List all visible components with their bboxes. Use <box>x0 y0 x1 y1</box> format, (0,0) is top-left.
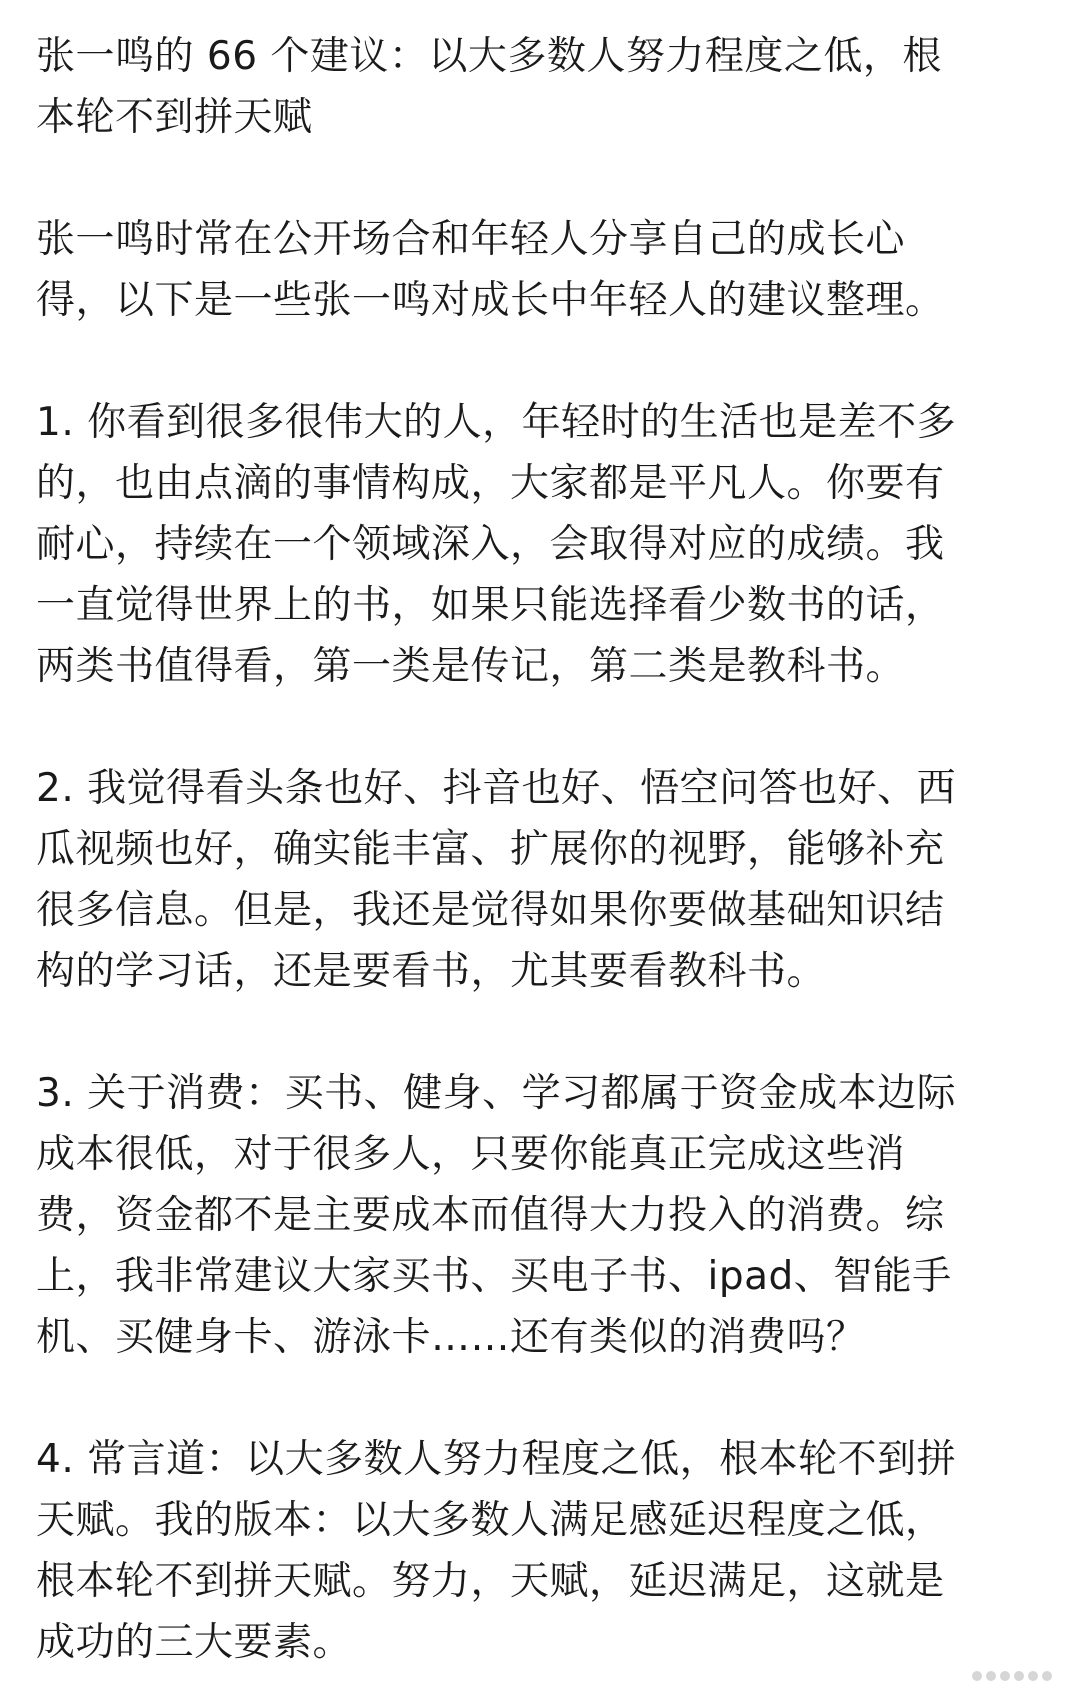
suggestion-4: 4. 常言道：以大多数人努力程度之低，根本轮不到拼 天赋。我的版本：以大多数人满足感延迟程度之低， 根本轮不到拼天赋。努力，天赋，延迟满足，这就是 成功的三大要素。 <box>36 1437 957 1665</box>
watermark-dot <box>1014 1671 1024 1681</box>
watermark-dot <box>1042 1671 1052 1681</box>
suggestion-3: 3. 关于消费：买书、健身、学习都属于资金成本边际 成本很低，对于很多人，只要你能真正完成这些消 费，资金都不是主要成本而值得大力投入的消费。综 上，我非常建议大家买书、买电子书、ipad、智能手 机、买健身卡、游泳卡……还有类似的消费吗？ <box>36 1071 957 1360</box>
suggestion-2: 2. 我觉得看头条也好、抖音也好、悟空问答也好、西 瓜视频也好，确实能丰富、扩展你的视野，能够补充 很多信息。但是，我还是觉得如果你要做基础知识结 构的学习话，还是要看书，尤其要看教科书。 <box>36 766 957 994</box>
article-body <box>36 26 1056 1673</box>
watermark-dot <box>1028 1671 1038 1681</box>
watermark-dots <box>972 1671 1052 1681</box>
watermark-dot <box>986 1671 996 1681</box>
article-title: 张一鸣的 66 个建议：以大多数人努力程度之低，根 本轮不到拼天赋 <box>36 34 942 140</box>
intro-paragraph: 张一鸣时常在公开场合和年轻人分享自己的成长心 得，以下是一些张一鸣对成长中年轻人的建议整理。 <box>36 217 945 323</box>
watermark-dot <box>1000 1671 1010 1681</box>
suggestion-1: 1. 你看到很多很伟大的人，年轻时的生活也是差不多 的，也由点滴的事情构成，大家都是平凡人。你要有 耐心，持续在一个领域深入，会取得对应的成绩。我 一直觉得世界上的书，如果只能选择看少数书的话， 两类书值得看，第一类是传记，第二类是教科书。 <box>36 400 957 689</box>
watermark-dot <box>972 1671 982 1681</box>
